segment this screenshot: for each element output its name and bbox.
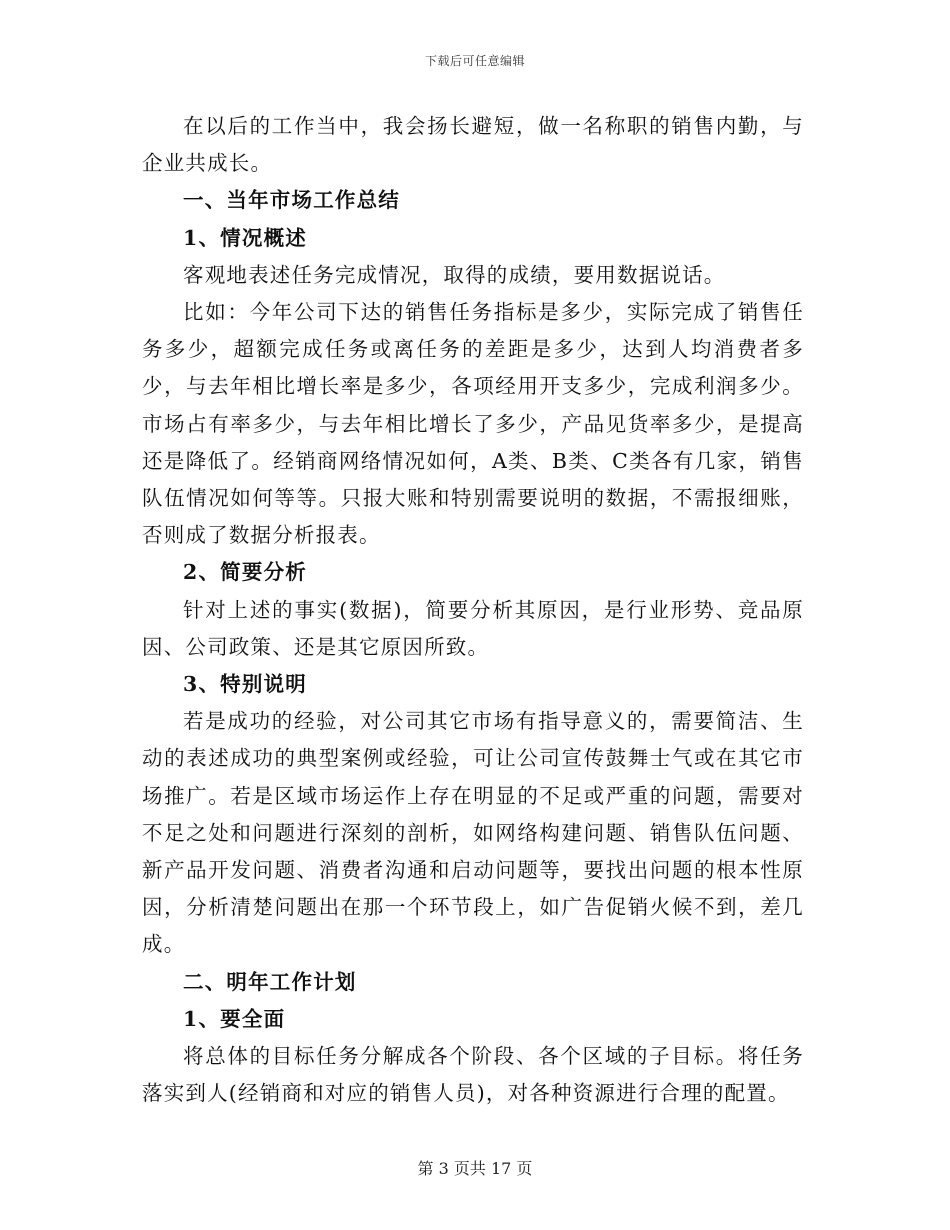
section-heading: 一、当年市场工作总结 xyxy=(183,188,400,213)
subsection-heading: 3、特别说明 xyxy=(183,672,307,697)
subsection-heading: 1、情况概述 xyxy=(183,225,307,250)
subsection-heading: 2、简要分析 xyxy=(183,560,307,585)
page-number: 第 3 页共 17 页 xyxy=(417,1159,533,1178)
body-paragraph: 比如：今年公司下达的销售任务指标是多少，实际完成了销售任务多少，超额完成任务或离任务的差距是多少，达到人均消费者多少，与去年相比增长率是多少，各项经用开支多少，完成利润多少。市场占有率多少，与去年相比增长了多少，产品见货率多少，是提高还是降低了。经销商网络情况如何，A类、B类、C类各有几家，销售队伍情况如何等等。只报大账和特别需要说明的数据，不需报细账，否则成了数据分析报表。 xyxy=(142,300,804,548)
body-paragraph: 在以后的工作当中，我会扬长避短，做一名称职的销售内勤，与企业共成长。 xyxy=(142,114,804,176)
body-paragraph: 若是成功的经验，对公司其它市场有指导意义的，需要简洁、生动的表述成功的典型案例或经验，可让公司宣传鼓舞士气或在其它市场推广。若是区域市场运作上存在明显的不足或严重的问题，需要对不足之处和问题进行深刻的剖析，如网络构建问题、销售队伍问题、新产品开发问题、消费者沟通和启动问题等，要找出问题的根本性原因，分析清楚问题出在那一个环节段上，如广告促销火候不到，差几成。 xyxy=(142,709,804,957)
body-paragraph: 将总体的目标任务分解成各个阶段、各个区域的子目标。将任务落实到人(经销商和对应的销售人员)，对各种资源进行合理的配置。 xyxy=(142,1044,804,1106)
body-paragraph: 客观地表述任务完成情况，取得的成绩，要用数据说话。 xyxy=(183,262,726,287)
document-body xyxy=(142,108,804,1112)
page-header-note: 下载后可任意编辑 xyxy=(424,54,525,68)
subsection-heading: 1、要全面 xyxy=(183,1006,286,1031)
body-paragraph: 针对上述的事实(数据)，简要分析其原因，是行业形势、竞品原因、公司政策、还是其它原因所致。 xyxy=(142,597,804,659)
section-heading: 二、明年工作计划 xyxy=(183,969,357,994)
